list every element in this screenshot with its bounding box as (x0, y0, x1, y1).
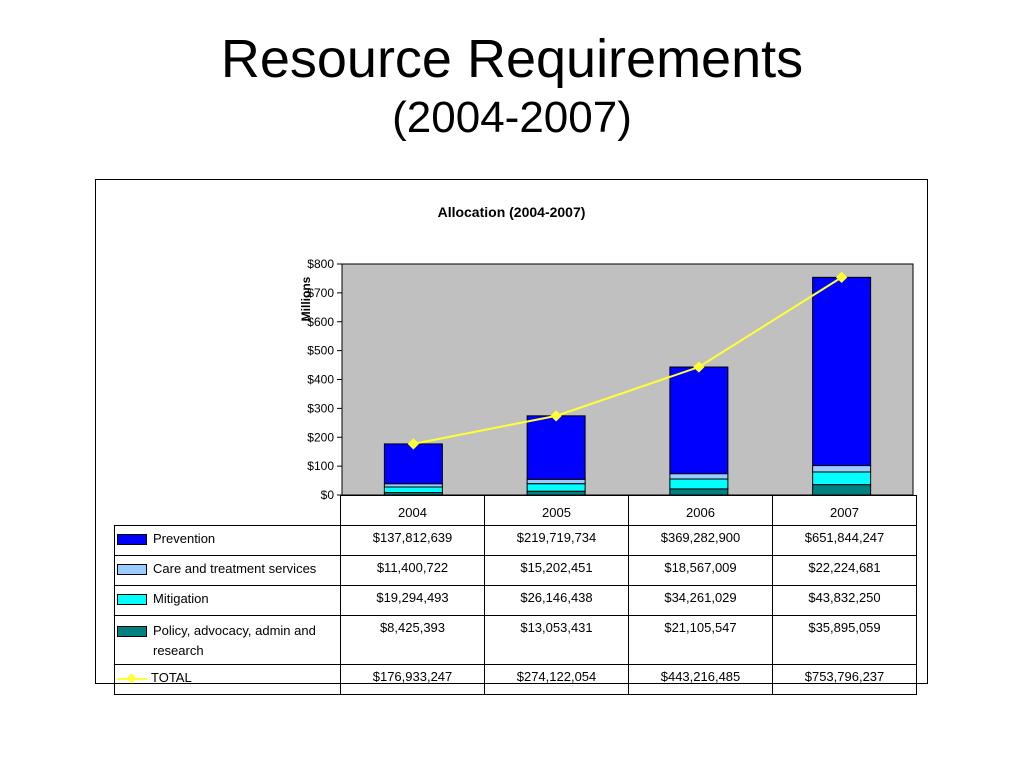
legend-prevention (115, 526, 341, 556)
bar-segment (527, 479, 585, 483)
y-tick-label: $100 (307, 459, 334, 474)
table-row-care (115, 556, 917, 586)
total-line-key-icon (117, 674, 147, 684)
bar-segment (813, 277, 871, 465)
slide-title-block (0, 28, 1024, 146)
table-cell: $753,796,237 (773, 665, 917, 695)
y-tick-label: $500 (307, 343, 334, 358)
legend-label: TOTAL (151, 670, 192, 685)
table-cell: $35,895,059 (773, 616, 917, 665)
table-cell: $219,719,734 (485, 526, 629, 556)
table-row-total (115, 665, 917, 695)
table-row-mitigation (115, 586, 917, 616)
bar-segment (670, 474, 728, 479)
bar-segment (813, 466, 871, 472)
legend-total (115, 665, 341, 695)
table-header-2005: 2005 (485, 496, 629, 526)
table-cell: $11,400,722 (341, 556, 485, 586)
table-header-2007: 2007 (773, 496, 917, 526)
table-cell: $137,812,639 (341, 526, 485, 556)
table-cell: $176,933,247 (341, 665, 485, 695)
bar-segment (813, 472, 871, 485)
y-tick-label: $0 (320, 488, 334, 502)
legend-policy (115, 616, 341, 665)
bar-segment (670, 479, 728, 489)
y-tick-label: $300 (307, 401, 334, 416)
table-cell: $443,216,485 (629, 665, 773, 695)
bar-segment (813, 485, 871, 495)
y-tick-label: $700 (307, 285, 334, 300)
care-swatch (117, 564, 147, 575)
table-header-row (115, 496, 917, 526)
table-header-2006: 2006 (629, 496, 773, 526)
legend-label: Mitigation (153, 591, 209, 606)
table-cell: $369,282,900 (629, 526, 773, 556)
y-axis-title: Millions (299, 276, 313, 322)
table-cell: $8,425,393 (341, 616, 485, 665)
table-cell: $13,053,431 (485, 616, 629, 665)
table-cell: $19,294,493 (341, 586, 485, 616)
chart-frame (95, 179, 928, 684)
legend-label: Prevention (153, 531, 216, 546)
table-cell: $15,202,451 (485, 556, 629, 586)
table-cell: $43,832,250 (773, 586, 917, 616)
bar-segment (384, 487, 442, 493)
chart-title: Allocation (2004-2007) (437, 204, 586, 220)
legend-label: Policy, advocacy, admin and research (153, 623, 316, 658)
y-tick-label: $800 (307, 257, 334, 271)
table-cell: $18,567,009 (629, 556, 773, 586)
table-row-prevention (115, 526, 917, 556)
legend-label: Care and treatment services (153, 561, 317, 576)
table-corner (115, 496, 341, 526)
bar-segment (527, 484, 585, 492)
bar-segment (527, 416, 585, 479)
data-table (114, 495, 917, 695)
table-cell: $21,105,547 (629, 616, 773, 665)
bar-segment (670, 367, 728, 474)
y-tick-label: $400 (307, 372, 334, 387)
slide-title: Resource Requirements (220, 29, 804, 89)
table-cell: $26,146,438 (485, 586, 629, 616)
table-cell: $22,224,681 (773, 556, 917, 586)
prevention-swatch (117, 534, 147, 545)
table-cell: $651,844,247 (773, 526, 917, 556)
bar-segment (384, 444, 442, 484)
legend-care (115, 556, 341, 586)
y-tick-label: $600 (307, 314, 334, 329)
slide-subtitle: (2004-2007) (392, 93, 632, 142)
y-tick-label: $200 (307, 430, 334, 445)
policy-swatch (117, 626, 147, 637)
table-header-2004: 2004 (341, 496, 485, 526)
legend-mitigation (115, 586, 341, 616)
mitigation-swatch (117, 594, 147, 605)
table-cell: $274,122,054 (485, 665, 629, 695)
table-cell: $34,261,029 (629, 586, 773, 616)
table-row-policy (115, 616, 917, 665)
